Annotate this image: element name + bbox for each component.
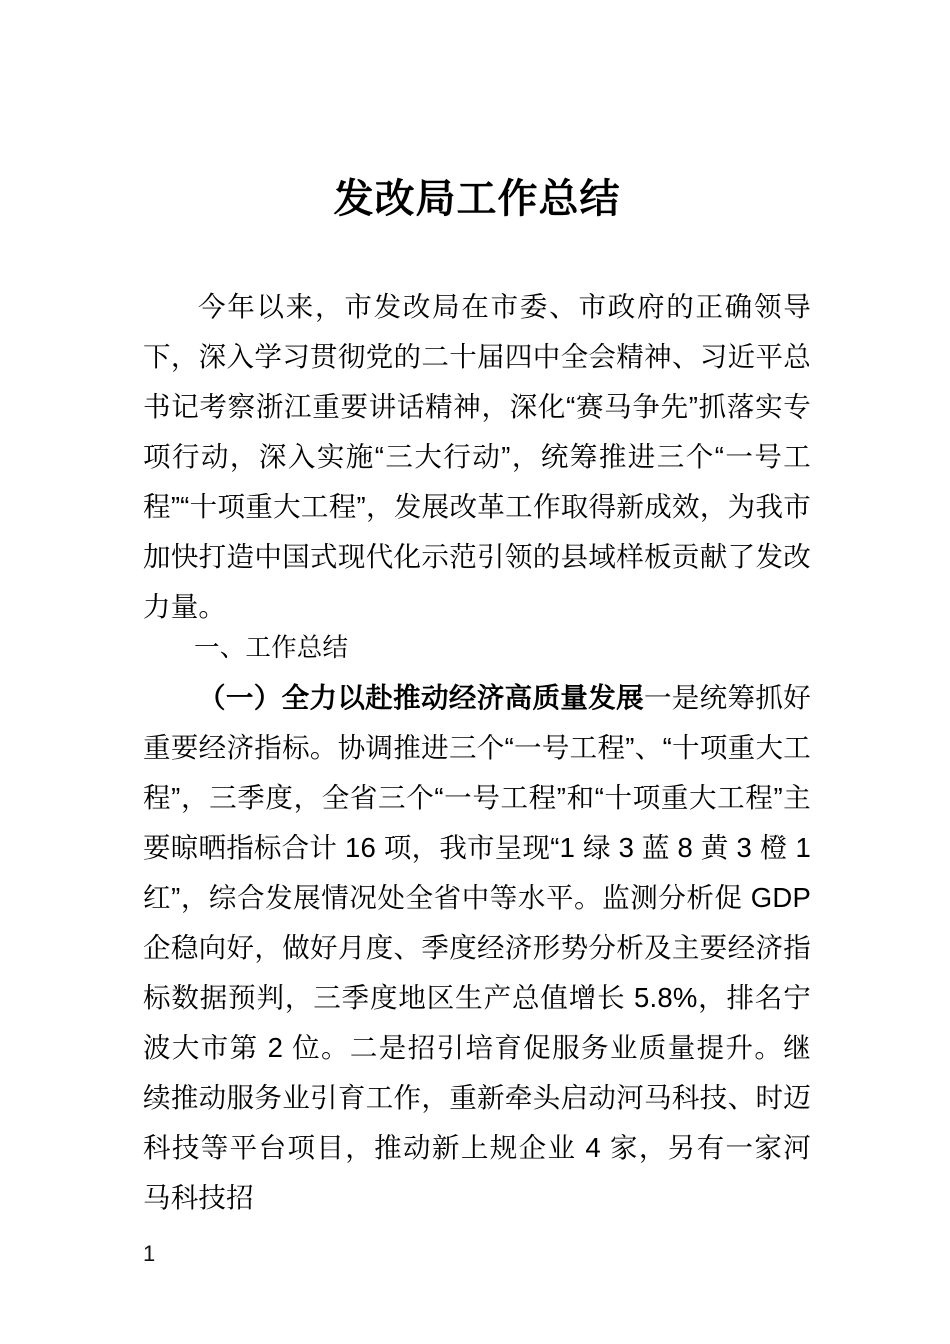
intro-segment-fallback-font: 四中 [504, 341, 561, 373]
intro-segment-2: 全会精神、习近平总书记考察浙江重要讲话精神，深化“赛马争先”抓落实专项行动，深入实施“三大行动”，统筹推进三个“一号工程”“十项重大工程”，发展改革工作取得新成效，为我市加快打造中国式现代化示范引领的县域样板贡献了发改力量。 [143, 341, 811, 622]
subsection-body: 一是统筹抓好重要经济指标。协调推进三个“一号工程”、“十项重大工程”，三季度，全省三个“一号工程”和“十项重大工程”主要晾晒指标合计 16 项，我市呈现“1 绿 3 蓝 8 黄 3 橙 1 红”，综合发展情况处全省中等水平。监测分析促 GDP 企稳向好，做好月度、季度经济形势分析及主要经济指标数据预判，三季度地区生产总值增长 5.8%，排名宁波大市第 2 位。二是招引培育促服务业质量提升。继续推动服务业引育工作，重新牵头启动河马科技、时迈科技等平台项目，推动新上规企业 4 家，另有一家河马科技招 [143, 682, 811, 1213]
subsection-paragraph [143, 673, 811, 1223]
page-title: 发改局工作总结 [333, 177, 621, 221]
page-number: 1 [143, 1241, 156, 1266]
intro-paragraph [143, 282, 811, 632]
intro-segment-1: 今年以来，市发改局在市委、市政府的正确领导下，深入学习贯彻党的二十届 [143, 291, 811, 372]
subsection-bold-lead: （一）全力以赴推动经济高质量发展 [198, 682, 644, 713]
section-heading: 一、工作总结 [194, 634, 349, 662]
